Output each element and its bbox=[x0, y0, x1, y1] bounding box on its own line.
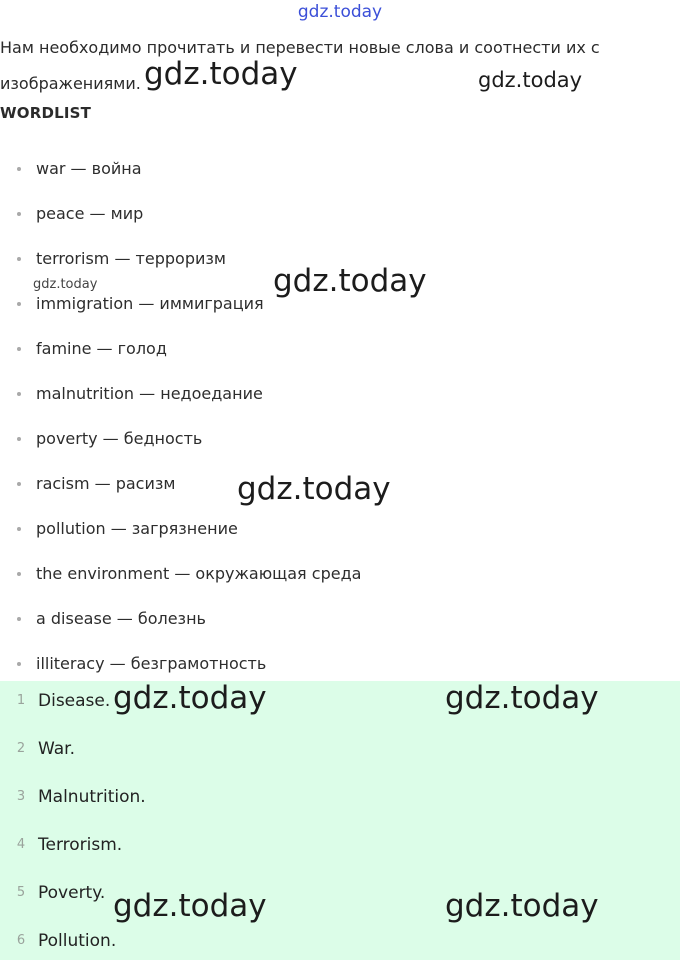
watermark: gdz.today bbox=[273, 263, 427, 299]
list-item: peace — мир bbox=[0, 191, 361, 236]
list-item: illiteracy — безграмотность bbox=[0, 641, 361, 686]
list-item: the environment — окружающая среда bbox=[0, 551, 361, 596]
answer-text: Terrorism. bbox=[38, 835, 123, 855]
watermark: gdz.today bbox=[445, 680, 599, 716]
answer-item bbox=[0, 929, 680, 977]
answer-item bbox=[0, 737, 680, 785]
list-item: a disease — болезнь bbox=[0, 596, 361, 641]
list-item: poverty — бедность bbox=[0, 416, 361, 461]
list-item: immigration — иммиграция bbox=[0, 281, 361, 326]
wordlist-heading: WORDLIST bbox=[0, 104, 92, 122]
answer-text: Poverty. bbox=[38, 883, 106, 903]
answer-item bbox=[0, 785, 680, 833]
watermark: gdz.today bbox=[237, 471, 391, 507]
list-item: malnutrition — недоедание bbox=[0, 371, 361, 416]
watermark: gdz.today bbox=[445, 888, 599, 924]
answer-text: Pollution. bbox=[38, 931, 117, 951]
watermark: gdz.today bbox=[478, 68, 583, 92]
list-item: war — война bbox=[0, 146, 361, 191]
answer-text: Disease. bbox=[38, 691, 111, 711]
answer-text: War. bbox=[38, 739, 75, 759]
list-item: pollution — загрязнение bbox=[0, 506, 361, 551]
answer-number: 1 bbox=[16, 693, 26, 708]
answer-number: 4 bbox=[16, 837, 26, 852]
watermark: gdz.today bbox=[144, 56, 298, 92]
answer-item bbox=[0, 833, 680, 881]
watermark: gdz.today bbox=[113, 680, 267, 716]
answer-number: 5 bbox=[16, 885, 26, 900]
word-list bbox=[0, 146, 361, 686]
answer-number: 3 bbox=[16, 789, 26, 804]
watermark: gdz.today bbox=[113, 888, 267, 924]
answer-text: Malnutrition. bbox=[38, 787, 146, 807]
answer-number: 2 bbox=[16, 741, 26, 756]
list-item: terrorism — терроризм bbox=[0, 236, 361, 281]
list-item: racism — расизм bbox=[0, 461, 361, 506]
intro-text: Нам необходимо прочитать и перевести новые слова и соотнести их с изображениями. bbox=[0, 38, 600, 93]
answer-number: 6 bbox=[16, 933, 26, 948]
watermark: gdz.today bbox=[33, 277, 98, 292]
list-item: famine — голод bbox=[0, 326, 361, 371]
top-watermark: gdz.today bbox=[297, 2, 383, 22]
